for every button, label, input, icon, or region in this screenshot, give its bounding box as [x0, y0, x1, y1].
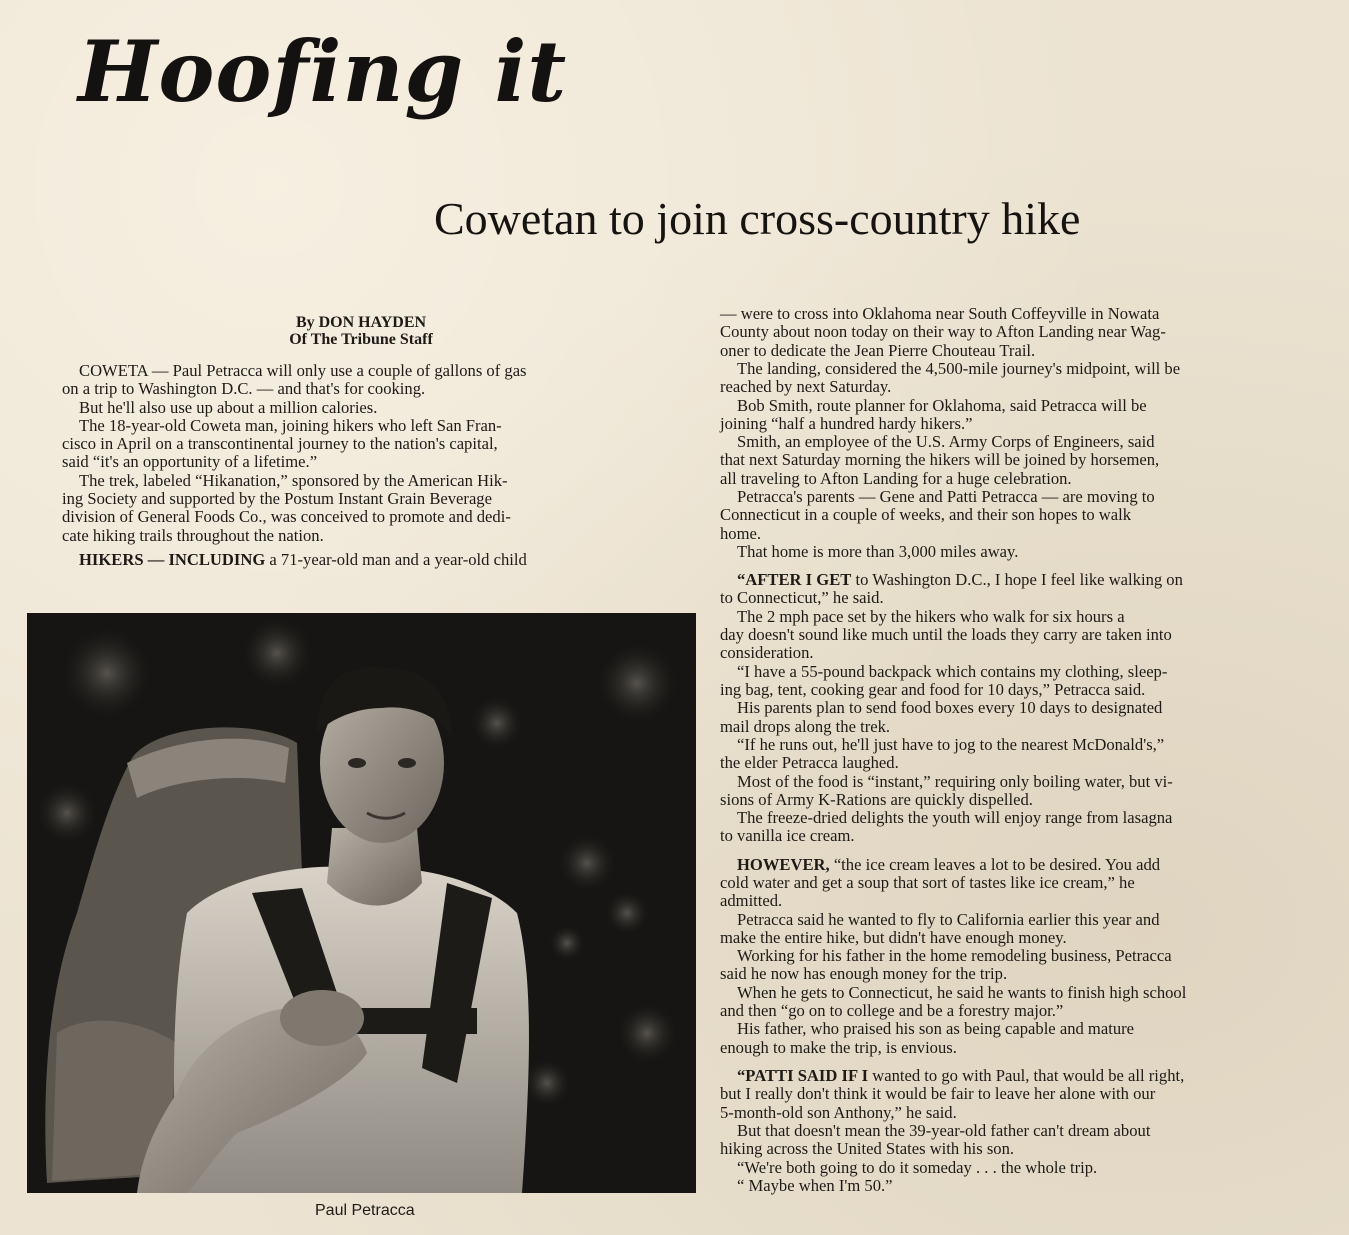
paragraph-text: The 2 mph pace set by the hikers who walk for six hours a day doesn't sound like much until the loads they carry are taken into consideration. [720, 606, 1172, 663]
paragraph-text: Petracca said he wanted to fly to California earlier this year and make the entire hike, but didn't have enough money. [720, 909, 1160, 947]
right-column-paragraph [720, 773, 1322, 810]
left-column-paragraph [62, 472, 658, 545]
byline-author: By DON HAYDEN [295, 314, 427, 331]
paragraph-text: Bob Smith, route planner for Oklahoma, said Petracca will be joining “half a hundred hardy hikers.” [720, 395, 1147, 433]
right-column-paragraph [720, 911, 1322, 948]
subheadline: Cowetan to join cross-country hike [434, 193, 1081, 244]
paragraph-text: “We're both going to do it someday . . . the whole trip. [737, 1157, 1098, 1177]
paragraph-text: That home is more than 3,000 miles away. [737, 541, 1019, 561]
right-column-paragraph [720, 856, 1322, 911]
left-column-paragraph [62, 417, 658, 472]
paragraph-text: The landing, considered the 4,500-mile journey's midpoint, will be reached by next Saturday. [720, 358, 1181, 397]
left-column-paragraph [62, 362, 658, 399]
paragraph-text: The 18-year-old Coweta man, joining hikers who left San Fran- cisco in April on a transcontinental journey to the nation's capital, said “it's an opportunity of a lifetime.” [62, 415, 502, 472]
right-column-paragraph [720, 1159, 1322, 1177]
right-column-paragraph [720, 360, 1322, 397]
paragraph-lead-in: “AFTER I GET [737, 570, 852, 590]
right-column-paragraph [720, 809, 1322, 846]
paragraph-lead-in: HIKERS — INCLUDING [79, 550, 266, 569]
right-column-paragraph [720, 699, 1322, 736]
paragraph-text: When he gets to Connecticut, he said he wants to finish high school and then “go on to college and be a forestry major.” [720, 982, 1187, 1021]
right-column-paragraph [720, 1067, 1322, 1122]
byline-affiliation: Of The Tribune Staff [289, 331, 433, 348]
right-column-paragraph [720, 1122, 1322, 1159]
paragraph-text: The trek, labeled “Hikanation,” sponsored by the American Hik- ing Society and supported by the Postum Instant Grain Beverage division of General Foods Co., was conceived to promote and dedi- cate hiking trails throughout the nation. [62, 470, 511, 545]
paragraph-text: wanted to go with Paul, that would be all right, but I really don't think it would be fair to leave her alone with our 5-month-old son Anthony,” he said. [720, 1066, 1185, 1122]
paragraph-lead-in: HOWEVER, [737, 854, 830, 874]
right-column-paragraph [720, 1020, 1322, 1057]
right-column-paragraph [720, 571, 1322, 608]
paragraph-text: to Washington D.C., I hope I feel like walking on to Connecticut,” he said. [720, 570, 1183, 608]
right-column-paragraph [720, 1177, 1322, 1195]
portrait-photo [27, 613, 696, 1193]
paragraph-text: COWETA — Paul Petracca will only use a couple of gallons of gas on a trip to Washington D.C. — and that's for cooking. [62, 361, 527, 399]
paragraph-text: — were to cross into Oklahoma near South Coffeyville in Nowata County about noon today on their way to Afton Landing near Wag- oner to dedicate the Jean Pierre Chouteau Trail. [720, 304, 1166, 360]
paragraph-text: Most of the food is “instant,” requiring only boiling water, but vi- sions of Army K-Rations are quickly dispelled. [720, 771, 1173, 809]
right-column-paragraph [720, 736, 1322, 773]
right-column-paragraph [720, 947, 1322, 984]
photo-caption: Paul Petracca [315, 1202, 415, 1219]
paragraph-text: Working for his father in the home remodeling business, Petracca said he now has enough money for the trip. [720, 946, 1172, 984]
paragraph-text: But he'll also use up about a million calories. [79, 397, 378, 417]
paragraph-lead-in: “PATTI SAID IF I [737, 1066, 869, 1085]
left-column-paragraph [62, 399, 658, 417]
paragraph-text: Petracca's parents — Gene and Patti Petracca — are moving to Connecticut in a couple of weeks, and their son hopes to walk home. [720, 487, 1155, 543]
right-column-paragraph [720, 543, 1322, 561]
paragraph-text: The freeze-dried delights the youth will enjoy range from lasagna to vanilla ice cream. [720, 808, 1173, 846]
paragraph-text: “I have a 55-pound backpack which contains my clothing, sleep- ing bag, tent, cooking gear and food for 10 days,” Petracca said. [720, 661, 1168, 699]
right-column-paragraph [720, 984, 1322, 1021]
headline: Hoofing it [78, 22, 568, 121]
paragraph-text: a 71-year-old man and a year-old child [265, 550, 527, 569]
paragraph-text: His father, who praised his son as being capable and mature enough to make the trip, is envious. [720, 1019, 1135, 1057]
right-column-paragraph [720, 397, 1322, 434]
paragraph-text: “ Maybe when I'm 50.” [737, 1175, 893, 1195]
paragraph-text: His parents plan to send food boxes every 10 days to designated mail drops along the trek. [720, 698, 1163, 736]
right-column-paragraph [720, 488, 1322, 543]
right-column-paragraph [720, 433, 1322, 488]
right-column-paragraph [720, 608, 1322, 663]
paragraph-text: “the ice cream leaves a lot to be desired. You add cold water and get a soup that sort of tastes like ice cream,” he admitted. [720, 854, 1161, 911]
paragraph-text: “If he runs out, he'll just have to jog to the nearest McDonald's,” the elder Petracca laughed. [720, 734, 1165, 773]
paragraph-text: Smith, an employee of the U.S. Army Corps of Engineers, said that next Saturday morning the hikers will be joined by horsemen, all traveling to Afton Landing for a huge celebration. [720, 432, 1160, 488]
right-column-paragraph [720, 663, 1322, 700]
hiker-photo-illustration [27, 613, 696, 1193]
left-column-paragraph [62, 551, 658, 569]
right-column-paragraph [720, 305, 1322, 360]
paragraph-text: But that doesn't mean the 39-year-old father can't dream about hiking across the United States with his son. [720, 1120, 1151, 1159]
